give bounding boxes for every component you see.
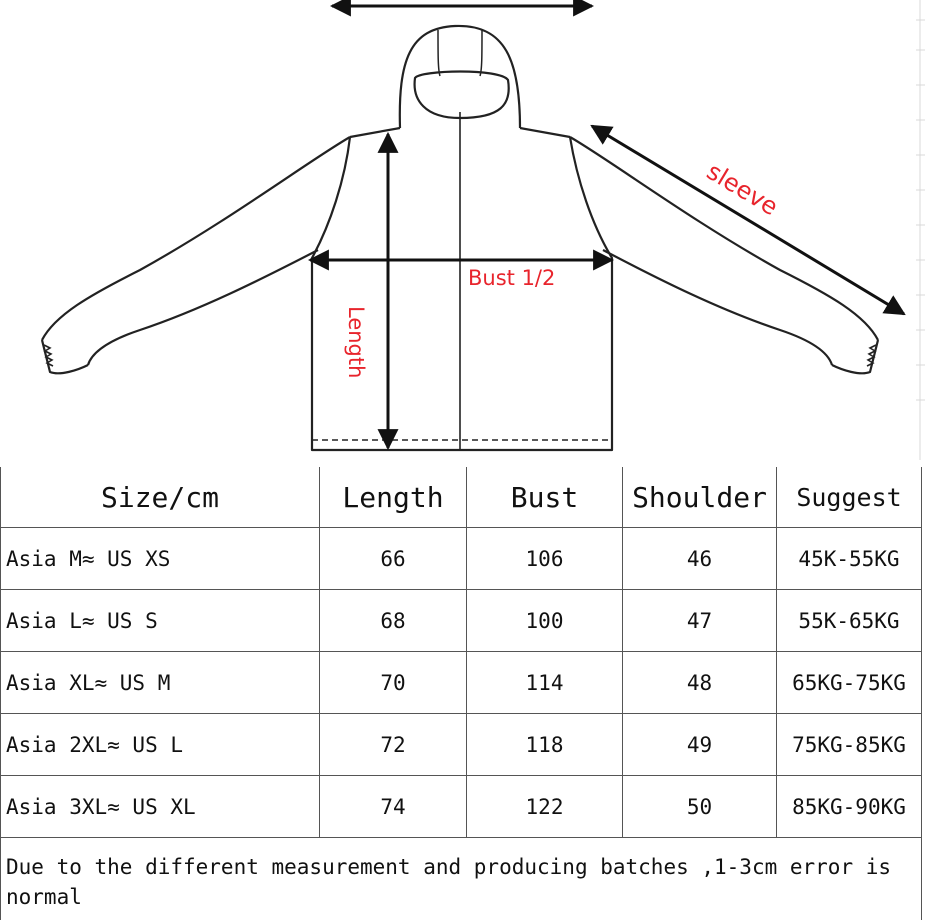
bust-cell: 118 (467, 714, 623, 776)
header-suggest: Suggest (777, 467, 922, 528)
bust-label: Bust 1/2 (468, 266, 556, 290)
bust-cell: 100 (467, 590, 623, 652)
sleeve-label: sleeve (701, 157, 783, 222)
suggest-cell: 45K-55KG (777, 528, 922, 590)
header-length: Length (320, 467, 467, 528)
length-cell: 68 (320, 590, 467, 652)
note-row (1, 838, 922, 921)
table-row (1, 714, 922, 776)
size-cell: Asia L≈ US S (1, 590, 320, 652)
bust-cell: 122 (467, 776, 623, 838)
bust-cell: 114 (467, 652, 623, 714)
shoulder-cell: 50 (623, 776, 777, 838)
jacket-measurement-diagram (0, 0, 925, 460)
size-table (0, 467, 922, 920)
bust-cell: 106 (467, 528, 623, 590)
length-cell: 70 (320, 652, 467, 714)
suggest-cell: 85KG-90KG (777, 776, 922, 838)
sleeve-arrow (592, 126, 904, 314)
jacket-outline (42, 26, 878, 450)
header-shoulder: Shoulder (623, 467, 777, 528)
header-bust: Bust (467, 467, 623, 528)
shoulder-cell: 49 (623, 714, 777, 776)
table-row (1, 652, 922, 714)
right-edge-grid (916, 0, 925, 460)
length-label: Length (344, 306, 368, 379)
measurement-note: Due to the different measurement and producing batches ,1-3cm error is normal (1, 838, 922, 921)
length-cell: 72 (320, 714, 467, 776)
table-row (1, 590, 922, 652)
size-cell: Asia 2XL≈ US L (1, 714, 320, 776)
header-row (1, 467, 922, 528)
shoulder-cell: 48 (623, 652, 777, 714)
table-row (1, 776, 922, 838)
size-cell: Asia XL≈ US M (1, 652, 320, 714)
size-cell: Asia 3XL≈ US XL (1, 776, 320, 838)
suggest-cell: 75KG-85KG (777, 714, 922, 776)
length-cell: 66 (320, 528, 467, 590)
size-cell: Asia M≈ US XS (1, 528, 320, 590)
shoulder-cell: 46 (623, 528, 777, 590)
length-cell: 74 (320, 776, 467, 838)
suggest-cell: 65KG-75KG (777, 652, 922, 714)
shoulder-cell: 47 (623, 590, 777, 652)
header-size: Size/cm (1, 467, 320, 528)
suggest-cell: 55K-65KG (777, 590, 922, 652)
table-row (1, 528, 922, 590)
